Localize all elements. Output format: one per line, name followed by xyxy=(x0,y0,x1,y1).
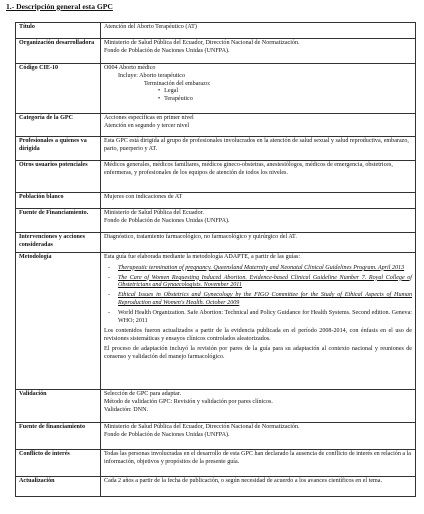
gpc-description-table xyxy=(15,22,416,497)
row-label: Población blanco xyxy=(16,193,101,209)
list-item: - The Care of Women Requesting Induced Abortion. Evidence-based Clinical Guideline Number 7. Royal College of Obstetricians and Gynaecologists. November 2011 xyxy=(104,275,412,291)
row-label: Validación xyxy=(16,390,101,423)
row-actualizacion xyxy=(16,477,416,497)
row-value: Esta GPC está dirigida al grupo de profesionales involucrados en la atención de salud sexual y salud reproductiva, embarazo, parto, puerperio y AT. xyxy=(101,137,416,161)
row-label: Fuente de financiamiento xyxy=(16,423,101,450)
row-fuente-financiamiento xyxy=(16,209,416,233)
paragraph: Los contenidos fueron actualizados a partir de la evidencia publicada en el período 2008-2014, con énfasis en el uso de revisiones sistemáticas y ensayos clínicos controlados aleatorizados. xyxy=(104,328,412,343)
list-item: • Legal xyxy=(158,88,412,96)
row-value: Mujeres con indicaciones de AT xyxy=(101,193,416,209)
list-item: - Therapeutic termination of pregnancy. Queensland Maternity and Neonatal Clinical Guidelines Program. April 2013 xyxy=(104,265,412,273)
cie-bullet-list xyxy=(104,88,412,104)
list-item: - World Health Organization. Safe Abortion: Technical and Policy Guidance for Health Systems. Second edition. Geneva: WHO; 2011 xyxy=(104,310,412,326)
row-intervenciones xyxy=(16,233,416,253)
list-item: - Ethical Issues in Obstetrics and Gynecology by the FIGO Committee for the Study of Ethical Aspects of Human Reproduction and Women's Health. October 2009 xyxy=(104,292,412,308)
row-label: Profesionales a quienes va dirigida xyxy=(16,137,101,161)
row-label: Conflicto de interés xyxy=(16,450,101,477)
row-value: Acciones específicas en primer nivel Atención en segundo y tercer nivel xyxy=(101,114,416,137)
row-label: Organización desarrolladora xyxy=(16,39,101,64)
row-value: Diagnóstico, tratamiento farmacológico, no farmacológico y quirúrgico del AT. xyxy=(101,233,416,253)
row-categoria xyxy=(16,114,416,137)
row-organizacion xyxy=(16,39,416,64)
row-label: Categoría de la GPC xyxy=(16,114,101,137)
row-profesionales xyxy=(16,137,416,161)
row-value: Cada 2 años a partir de la fecha de publicación, o según necesidad de acuerdo a los avances científicos en el tema. xyxy=(101,477,416,497)
row-label: Código CIE-10 xyxy=(16,64,101,114)
row-value: Médicos generales, médicos familiares, médicos gineco-obstetras, anestesiólogos, médicos de emergencia, obstetrices, enfermeras, y profesionales de los equipos de atención de todos los niveles. xyxy=(101,161,416,193)
row-poblacion xyxy=(16,193,416,209)
row-value: Ministerio de Salud Pública del Ecuador, Dirección Nacional de Normatización. Fondo de Población de Naciones Unidas (UNFPA). xyxy=(101,423,416,450)
row-label: Actualización xyxy=(16,477,101,497)
row-titulo xyxy=(16,23,416,39)
guide-reference-list xyxy=(104,265,412,326)
row-value: O004 Aborto médico Incluye: Aborto terapéutico Terminación del embarazo: • Legal • Terapéutico xyxy=(101,64,416,114)
row-validacion xyxy=(16,390,416,423)
list-item: • Terapéutico xyxy=(158,96,412,104)
row-label: Otros usuarios potenciales xyxy=(16,161,101,193)
row-value: Ministerio de Salud Pública del Ecuador. Fondo de Población de Naciones Unidas (UNFPA). xyxy=(101,209,416,233)
row-metodologia xyxy=(16,253,416,390)
row-value: Esta guía fue elaborada mediante la metodología ADAPTE, a partir de las guías: - Therapeutic termination of pregnancy. Queensland Maternity and Neonatal Clinical Guidelines Program. April 2013 - The Care of Women Requesting Induced Abortion. Evidence-based Clinical Guideline Number 7. Royal College of Obstetricians and Gynaecologists. November 2011 - Ethical Issues in Obstetrics and Gynecology by the FIGO Committee for the Study of Ethical Aspects of Human Reproduction and Women's Health. October 2009 - World Health Organization. Safe Abortion: Technical and Policy Guidance for Health Systems. Second edition. Geneva: WHO; 2011 Los contenidos fueron actualizados a partir de la evidencia publicada en el período 2008-2014, con énfasis en el uso de revisiones sistemáticas y ensayos clínicos controlados aleatorizados. El proceso de adaptación incluyó la revisión por pares de la guía para su adaptación al contexto nacional y reuniones de consenso y validación del manejo farmacológico. xyxy=(101,253,416,390)
row-label: Fuente de Financiamiento. xyxy=(16,209,101,233)
row-label: Intervenciones y acciones consideradas xyxy=(16,233,101,253)
row-value: Todas las personas involucradas en el desarrollo de esta GPC han declarado la ausencia de conflicto de interés en relación a la información, objetivos y propósitos de la presente guía. xyxy=(101,450,416,477)
section-heading: 1.- Descripción general esta GPC xyxy=(6,2,113,11)
row-otros-usuarios xyxy=(16,161,416,193)
row-label: Metodología xyxy=(16,253,101,390)
row-fuente-financiamiento-2 xyxy=(16,423,416,450)
paragraph: El proceso de adaptación incluyó la revisión por pares de la guía para su adaptación al contexto nacional y reuniones de consenso y validación del manejo farmacológico. xyxy=(104,345,412,360)
row-conflicto-interes xyxy=(16,450,416,477)
row-codigo-cie xyxy=(16,64,416,114)
row-label: Título xyxy=(16,23,101,39)
row-value: Selección de GPC para adaptar. Método de validación GPC: Revisión y validación por pares clínicos. Validación: DNN. xyxy=(101,390,416,423)
row-value: Ministerio de Salud Pública del Ecuador, Dirección Nacional de Normatización. Fondo de Población de Naciones Unidas (UNFPA). xyxy=(101,39,416,64)
row-value: Atención del Aborto Terapéutico (AT) xyxy=(101,23,416,39)
